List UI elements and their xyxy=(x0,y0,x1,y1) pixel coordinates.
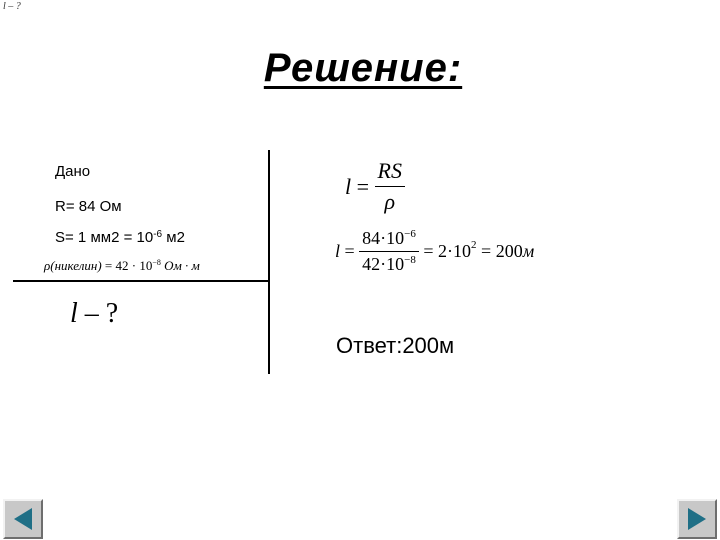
formula2-den-base: 42·10 xyxy=(362,254,405,274)
formula2-lhs: l xyxy=(335,241,341,261)
given-area xyxy=(55,229,185,246)
rho-exponent: −8 xyxy=(152,258,161,267)
formula1-eq: = xyxy=(351,173,375,199)
given-area-suffix: м2 xyxy=(162,229,185,246)
formula1-denominator: ρ xyxy=(384,189,396,214)
rho-eq: = 42 · 10 xyxy=(101,258,153,273)
vertical-divider xyxy=(268,150,270,374)
slide-title: Решение: xyxy=(263,46,463,90)
triangle-left-icon xyxy=(7,503,39,535)
resistivity-formula xyxy=(44,258,200,274)
formula2-fraction xyxy=(359,228,419,275)
formula2-result: = 200 xyxy=(476,241,523,261)
previous-slide-button[interactable] xyxy=(3,499,43,539)
formula2-num-exp: −6 xyxy=(404,228,416,240)
unknown-var: l xyxy=(70,298,78,329)
formula2-num-base: 84·10 xyxy=(362,228,405,248)
given-area-prefix: S= 1 мм2 = 10 xyxy=(55,229,154,246)
next-slide-button[interactable] xyxy=(677,499,717,539)
length-formula xyxy=(345,158,405,215)
answer-text: Ответ:200м xyxy=(336,333,455,358)
corner-note: l – ? xyxy=(3,1,21,12)
rho-lhs: ρ(никелин) xyxy=(44,258,102,273)
formula2-eq: = xyxy=(340,241,360,261)
formula2-unit: м xyxy=(522,241,535,261)
rho-unit: Ом · м xyxy=(160,258,200,273)
formula1-numerator: RS xyxy=(375,158,405,187)
calculation-formula xyxy=(335,228,534,275)
formula1-fraction xyxy=(375,158,405,215)
unknown-rest: – ? xyxy=(77,298,119,329)
formula2-denominator xyxy=(359,252,419,275)
given-area-exponent: -6 xyxy=(153,229,163,240)
given-resistance: R= 84 Ом xyxy=(55,198,122,215)
formula2-mid: = 2·10 xyxy=(418,241,472,261)
triangle-right-icon xyxy=(681,503,713,535)
formula2-den-exp: −8 xyxy=(404,254,416,266)
formula1-lhs: l xyxy=(345,173,352,199)
horizontal-divider xyxy=(13,280,268,282)
unknown-quantity xyxy=(70,298,118,330)
given-heading: Дано xyxy=(55,163,91,180)
formula2-numerator xyxy=(359,228,419,252)
formula2-mid-exp: 2 xyxy=(471,238,477,251)
slide-title-container xyxy=(0,46,720,91)
